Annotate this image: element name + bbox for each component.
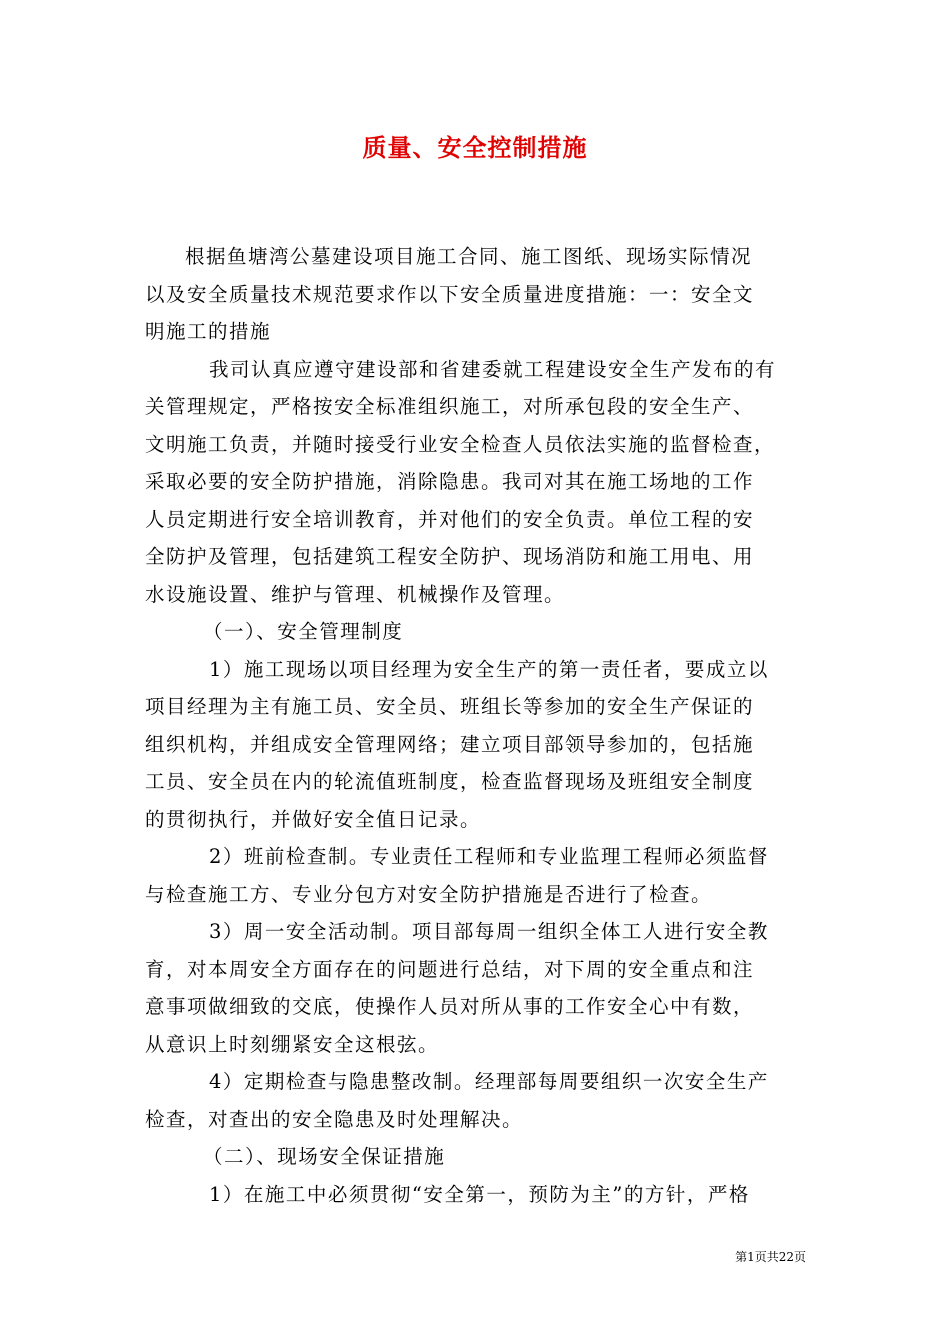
paragraph-line: 明施工的措施 — [145, 320, 272, 343]
paragraph-line: 3）周一安全活动制。项目部每周一组织全体工人进行安全教 — [209, 920, 769, 943]
paragraph-line: 2）班前检查制。专业责任工程师和专业监理工程师必须监督 — [209, 845, 769, 868]
paragraph-line: 检查，对查出的安全隐患及时处理解决。 — [145, 1107, 524, 1131]
paragraph-line: 我司认真应遵守建设部和省建委就工程建设安全生产发布的有 — [209, 357, 777, 381]
page-number-footer: 第1页共22页 — [735, 1250, 806, 1264]
paragraph-line: 水设施设置、维护与管理、机械操作及管理。 — [145, 582, 566, 606]
paragraph-line: 意事项做细致的交底，使操作人员对所从事的工作安全心中有数， — [145, 995, 755, 1018]
paragraph-line: 组织机构，并组成安全管理网络；建立项目部领导参加的，包括施 — [145, 732, 755, 756]
paragraph-line: 与检查施工方、专业分包方对安全防护措施是否进行了检查。 — [145, 882, 713, 906]
paragraph-line: 1）在施工中必须贯彻“安全第一，预防为主”的方针，严格 — [209, 1182, 750, 1206]
paragraph-line: 从意识上时刻绷紧安全这根弦。 — [145, 1032, 440, 1056]
document-body — [145, 238, 807, 1213]
section-heading: （一）、安全管理制度 — [203, 620, 404, 643]
section-heading: （二）、现场安全保证措施 — [203, 1145, 446, 1168]
paragraph-line: 1）施工现场以项目经理为安全生产的第一责任者，要成立以 — [209, 657, 769, 681]
paragraph-line: 项目经理为主有施工员、安全员、班组长等参加的安全生产保证的 — [145, 695, 755, 718]
paragraph-line: 4）定期检查与隐患整改制。经理部每周要组织一次安全生产 — [209, 1070, 769, 1093]
paragraph-line: 全防护及管理，包括建筑工程安全防护、现场消防和施工用电、用 — [145, 545, 755, 568]
paragraph-line: 采取必要的安全防护措施，消除隐患。我司对其在施工场地的工作 — [145, 470, 755, 493]
paragraph-line: 育，对本周安全方面存在的问题进行总结，对下周的安全重点和注 — [145, 957, 755, 981]
paragraph-line: 文明施工负责，并随时接受行业安全检查人员依法实施的监督检查， — [145, 432, 776, 456]
paragraph-line: 关管理规定，严格按安全标准组织施工，对所承包段的安全生产、 — [145, 395, 755, 418]
paragraph-line: 以及安全质量技术规范要求作以下安全质量进度措施：一：安全文 — [145, 282, 755, 306]
paragraph-line: 人员定期进行安全培训教育，并对他们的安全负责。单位工程的安 — [145, 507, 755, 531]
page-title: 质量、安全控制措施 — [362, 133, 588, 162]
paragraph-line: 工员、安全员在内的轮流值班制度，检查监督现场及班组安全制度 — [145, 770, 755, 793]
paragraph-line: 的贯彻执行，并做好安全值日记录。 — [145, 807, 482, 831]
paragraph-line: 根据鱼塘湾公墓建设项目施工合同、施工图纸、现场实际情况 — [185, 245, 753, 268]
